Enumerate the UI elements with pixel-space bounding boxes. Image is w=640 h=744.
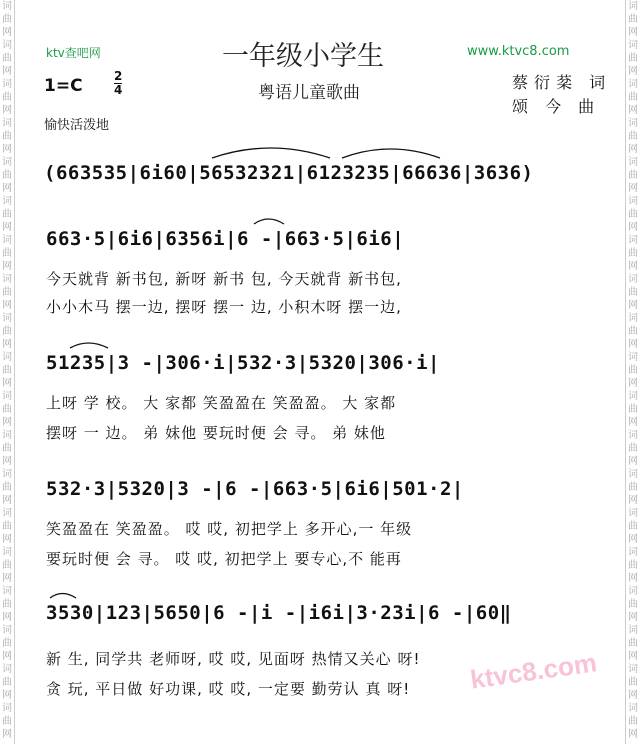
system-4-lyric-2: 贪 玩, 平日做 好功课, 哎 哎, 一定要 勤劳认 真 呀!: [46, 680, 411, 698]
key-signature: 1=C: [44, 76, 83, 96]
time-signature-top: 2: [114, 69, 123, 83]
lyricist-credit: 蔡衍棻 词: [512, 73, 612, 92]
system-4-notes: 3530|123|5650|6 -|i -|i6i|3·23i|6 -|60‖: [46, 602, 512, 624]
site-url-right: www.ktvc8.com: [467, 44, 570, 59]
system-3-lyric-2: 要玩时便 会 寻。 哎 哎, 初把学上 要专心,不 能再: [46, 550, 402, 568]
song-subtitle: 粤语儿童歌曲: [258, 83, 360, 103]
system-1-lyric-1: 今天就背 新书包, 新呀 新书 包, 今天就背 新书包,: [46, 270, 402, 288]
song-title: 一年级小学生: [222, 41, 384, 72]
system-3-lyric-1: 笑盈盈在 笑盈盈。 哎 哎, 初把学上 多开心,一 年级: [46, 520, 413, 538]
site-name-left: ktv查吧网: [46, 46, 101, 60]
system-2-lyric-2: 摆呀 一 边。 弟 妹他 要玩时便 会 寻。 弟 妹他: [46, 424, 386, 442]
system-2-notes: 51235|3 -|306·i|532·3|5320|306·i|: [46, 352, 440, 374]
system-1-lyric-2: 小小木马 摆一边, 摆呀 摆一 边, 小积木呀 摆一边,: [46, 298, 402, 316]
tempo-marking: 愉快活泼地: [44, 118, 110, 133]
intro-slur-2: [342, 149, 440, 158]
system-4-lyric-1: 新 生, 同学共 老师呀, 哎 哎, 见面呀 热情又关心 呀!: [46, 650, 421, 668]
side-watermark-left: 词曲网词曲网词曲网词曲网词曲网词曲网词曲网词曲网词曲网词曲网词曲网词曲网词曲网词曲网词曲网词曲网词曲网词曲网词曲网: [0, 0, 15, 744]
side-watermark-right: 词曲网词曲网词曲网词曲网词曲网词曲网词曲网词曲网词曲网词曲网词曲网词曲网词曲网词曲网词曲网词曲网词曲网词曲网词曲网: [625, 0, 640, 744]
system-4-slur: [50, 594, 76, 599]
composer-credit: 颂 今 曲: [512, 97, 601, 116]
system-3-notes: 532·3|5320|3 -|6 -|663·5|6i6|501·2|: [46, 478, 464, 500]
time-signature-bottom: 4: [114, 83, 123, 97]
system-2-slur: [70, 343, 108, 348]
system-1-tie: [254, 219, 284, 224]
system-2-lyric-1: 上呀 学 校。 大 家都 笑盈盈在 笑盈盈。 大 家都: [46, 394, 397, 412]
system-1-notes: 663·5|6i6|6356i|6 -|663·5|6i6|: [46, 228, 405, 250]
intro-slur: [212, 148, 330, 158]
intro-notes: (663535|6i60|56532321|6123235|66636|3636): [44, 162, 534, 184]
watermark-logo: ktvc8.com: [468, 647, 599, 695]
